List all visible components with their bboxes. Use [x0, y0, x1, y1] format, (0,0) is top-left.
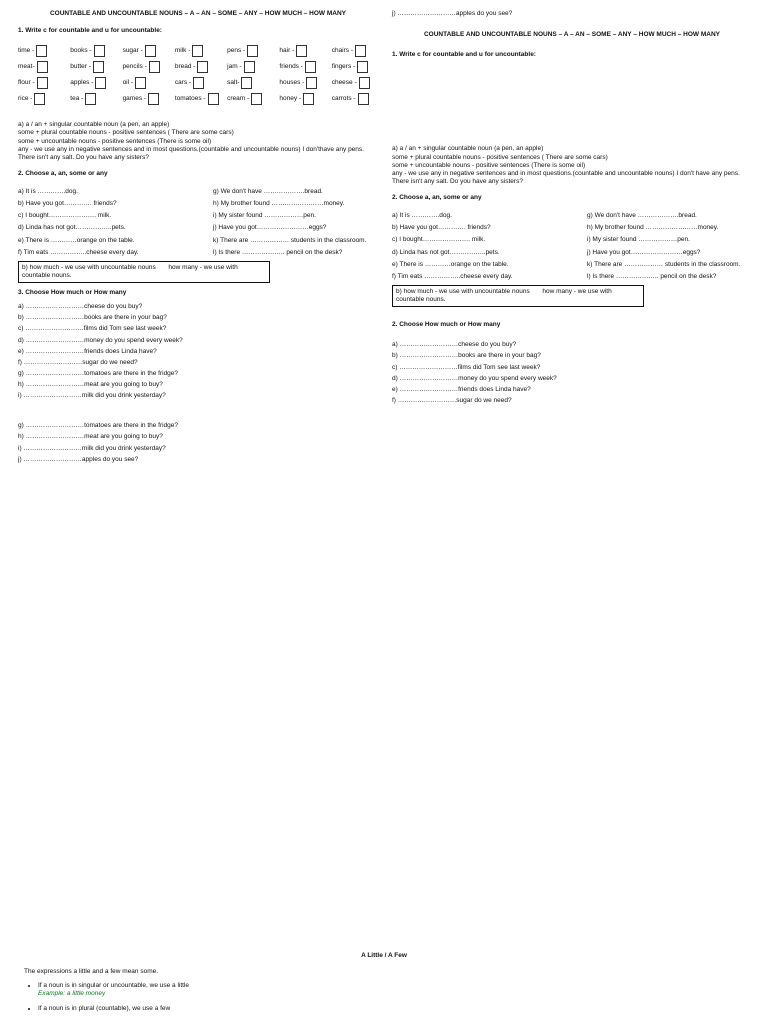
question-item: c) ………………………films did Tom see last week? — [18, 325, 167, 333]
bullet-plural — [38, 1005, 744, 1013]
answer-box[interactable] — [358, 93, 369, 105]
answer-box[interactable] — [149, 61, 160, 73]
left-ex3-heading: 3. Choose How much or How many — [18, 289, 127, 296]
word-label: pencils - — [122, 63, 147, 71]
box-how-many: how many - we use with countable nouns. — [396, 287, 612, 303]
answer-box[interactable] — [305, 61, 316, 73]
word-label: flour - — [18, 79, 35, 87]
example-line: Example: a little money — [38, 990, 106, 998]
exercise-item: h) My brother found ……………………money. — [213, 200, 345, 208]
bullet-singular — [38, 982, 744, 998]
word-label: games - — [122, 95, 147, 103]
rule-line: some + uncountable nouns - positive sentences (There is some oil) — [18, 137, 212, 145]
word-label: tomatoes - — [174, 95, 206, 103]
question-item: b) ………………………books are there in your bag? — [392, 352, 541, 360]
box-how-much: b) how much - we use with uncountable nouns — [396, 287, 530, 295]
answer-box[interactable] — [37, 77, 48, 89]
word-item — [175, 93, 221, 105]
word-item — [279, 93, 325, 105]
exercise-item: j) Have you got……………………eggs? — [213, 224, 327, 232]
question-item: e) ………………………friends does Linda have? — [18, 347, 157, 355]
question-item: e) ………………………friends does Linda have? — [392, 385, 531, 393]
word-item — [227, 77, 273, 89]
word-label: cream - — [227, 95, 250, 103]
exercise-item: h) My brother found ……………………money. — [587, 224, 719, 232]
question-item: h) ………………………meat are you going to buy? — [18, 381, 163, 388]
word-item — [18, 61, 64, 73]
question-item: f) ………………………sugar do we need? — [392, 396, 512, 404]
exercise-item: d) Linda has not got……………..pets. — [392, 248, 500, 256]
rule-line: some + plural countable nouns - positive sentences ( There are some cars) — [392, 153, 608, 161]
word-label: carrots - — [331, 95, 356, 103]
word-label: apples - — [70, 79, 94, 87]
question-item: g) ………………………tomatoes are there in the fridge? — [18, 369, 179, 377]
right-ex2-heading: 2. Choose a, an, some or any — [392, 194, 482, 201]
answer-box[interactable] — [37, 61, 48, 73]
exercise-item: g) We don't have ……………….bread. — [587, 212, 697, 220]
word-label: houses - — [279, 79, 305, 87]
exercise-item: l) Is there ……………….. pencil on the desk? — [587, 272, 717, 280]
exercise-item: i) My sister found ………………pen. — [213, 212, 316, 220]
rule-line: a) a / an + singular countable noun (a pen, an apple) — [18, 121, 170, 129]
right-title: COUNTABLE AND UNCOUNTABLE NOUNS – A – AN – SOME – ANY – HOW MUCH – HOW MANY — [423, 31, 720, 39]
answer-box[interactable] — [93, 61, 104, 73]
left-column — [18, 10, 378, 467]
word-item — [18, 45, 64, 57]
exercise-item: f) Tim eats ……………..cheese every day. — [392, 272, 513, 280]
rule-line: some + plural countable nouns - positive sentences ( There are some cars) — [18, 129, 234, 137]
word-label: salt- — [227, 79, 240, 87]
box-how-many: how many - we use with countable nouns. — [22, 263, 238, 279]
exercise-item: a) It is ………….dog. — [18, 188, 78, 195]
answer-box[interactable] — [193, 77, 204, 89]
exercise-item: a) It is ………….dog. — [392, 212, 452, 220]
word-item — [332, 45, 378, 57]
word-item — [227, 93, 273, 105]
left-ex2-list — [18, 188, 378, 257]
rule-list — [38, 982, 744, 1012]
question-item: a) ………………………cheese do you buy? — [392, 341, 517, 349]
word-grid — [18, 45, 378, 105]
left-ex3-list — [18, 303, 378, 400]
right-how-much-box — [392, 285, 644, 307]
answer-box[interactable] — [135, 77, 146, 89]
right-column — [392, 10, 752, 408]
word-item — [279, 61, 325, 73]
exercise-item: e) There is …………orange on the table. — [392, 260, 509, 268]
exercise-item: f) Tim eats ……………..cheese every day. — [18, 248, 139, 256]
word-label: honey - — [279, 95, 302, 103]
word-label: cheese - — [331, 79, 357, 87]
question-item: f) ………………………sugar do we need? — [18, 358, 138, 366]
word-item — [70, 93, 116, 105]
word-item — [175, 77, 221, 89]
answer-box[interactable] — [192, 45, 203, 57]
answer-box[interactable] — [359, 77, 370, 89]
answer-box[interactable] — [241, 77, 252, 89]
answer-box[interactable] — [247, 45, 258, 57]
right-ex1-heading: 1. Write c for countable and u for uncountable: — [392, 51, 536, 59]
word-item — [123, 77, 169, 89]
answer-box[interactable] — [303, 93, 314, 105]
exercise-item: d) Linda has not got……………..pets. — [18, 224, 126, 232]
exercise-item: k) There are ……………… students in the classroom. — [587, 260, 741, 268]
word-item — [332, 61, 378, 73]
question-item: d) ………………………money do you spend every week? — [392, 374, 557, 382]
rule-line: any - we use any in negative sentences and in most questions.(countable and uncountable nouns) I don'thave any pens. There isn't any salt. Do you have any sisters? — [18, 145, 364, 161]
answer-box[interactable] — [251, 93, 262, 105]
answer-box[interactable] — [85, 93, 96, 105]
right-ex2-list — [392, 212, 752, 281]
exercise-item: c) I bought…………………. milk. — [392, 236, 486, 244]
answer-box[interactable] — [94, 45, 105, 57]
word-label: tea - — [70, 95, 84, 103]
answer-box[interactable] — [208, 93, 219, 105]
question-item: h) ………………………meat are you going to buy? — [18, 433, 163, 441]
exercise-item: i) My sister found ………………pen. — [587, 236, 690, 244]
exercise-item: e) There is …………orange on the table. — [18, 236, 135, 244]
answer-box[interactable] — [148, 93, 159, 105]
word-item — [70, 45, 116, 57]
word-item — [18, 77, 64, 89]
exercise-item: j) Have you got……………………eggs? — [587, 248, 701, 256]
word-label: butter - — [70, 63, 91, 71]
right-ex3-list — [392, 341, 752, 405]
left-title: COUNTABLE AND UNCOUNTABLE NOUNS – A – AN – SOME – ANY – HOW MUCH – HOW MANY — [49, 10, 346, 17]
rule-line: a) a / an + singular countable noun (a pen, an apple) — [392, 145, 544, 153]
word-item — [70, 61, 116, 73]
word-item — [175, 45, 221, 57]
right-ex3-heading: 2. Choose How much or How many — [392, 321, 501, 329]
right-top-line: j) ………………………apples do you see? — [392, 10, 513, 17]
question-item: d) ………………………money do you spend every week? — [18, 336, 183, 344]
word-item — [70, 77, 116, 89]
box-how-much: b) how much - we use with uncountable nouns — [22, 263, 156, 271]
question-item: a) ………………………cheese do you buy? — [18, 303, 143, 311]
exercise-item: b) Have you got…………. friends? — [18, 200, 117, 208]
word-label: bread - — [174, 63, 196, 71]
exercise-item: g) We don't have ……………….bread. — [213, 188, 323, 195]
word-item — [123, 45, 169, 57]
word-item — [123, 61, 169, 73]
left-ex2-heading: 2. Choose a, an, some or any — [18, 169, 108, 177]
left-how-much-box — [18, 261, 270, 283]
question-item: j) ………………………apples do you see? — [18, 455, 139, 463]
a-little-a-few-section — [24, 952, 744, 1019]
question-item: i) ………………………milk did you drink yesterday? — [18, 444, 166, 452]
rule-line: some + uncountable nouns - positive sentences (There is some oil) — [392, 161, 586, 169]
word-item — [332, 93, 378, 105]
answer-box[interactable] — [197, 61, 208, 73]
word-item — [18, 93, 64, 105]
answer-box[interactable] — [36, 45, 47, 57]
word-item — [227, 61, 273, 73]
word-label: cars - — [174, 79, 192, 87]
question-item: g) ………………………tomatoes are there in the fridge? — [18, 422, 179, 430]
left-ex3-repeat-list — [18, 422, 378, 464]
word-label: hair - — [279, 47, 295, 55]
exercise-item: l) Is there ……………….. pencil on the desk? — [213, 248, 343, 256]
word-label: oil - — [122, 79, 134, 87]
answer-box[interactable] — [306, 77, 317, 89]
word-item — [279, 45, 325, 57]
word-item — [175, 61, 221, 73]
answer-box[interactable] — [95, 77, 106, 89]
answer-box[interactable] — [357, 61, 368, 73]
word-item — [332, 77, 378, 89]
answer-box[interactable] — [355, 45, 366, 57]
word-label: meat- — [18, 63, 35, 71]
word-label: pens - — [227, 47, 246, 55]
left-rules — [18, 121, 378, 162]
word-label: friends - — [279, 63, 303, 71]
word-label: rice - — [18, 95, 33, 103]
word-item — [279, 77, 325, 89]
exercise-item: b) Have you got…………. friends? — [392, 224, 491, 232]
word-item — [123, 93, 169, 105]
word-label: milk - — [174, 47, 191, 55]
answer-box[interactable] — [145, 45, 156, 57]
question-item: c) ………………………films did Tom see last week? — [392, 363, 541, 371]
exercise-item: k) There are ……………… students in the classroom. — [213, 236, 367, 244]
word-label: jam - — [227, 63, 242, 71]
answer-box[interactable] — [34, 93, 45, 105]
question-item: i) ………………………milk did you drink yesterday? — [18, 392, 166, 400]
right-rules — [392, 145, 752, 186]
answer-box[interactable] — [244, 61, 255, 73]
word-label: books - — [70, 47, 92, 55]
answer-box[interactable] — [296, 45, 307, 57]
bullet-singular-text: If a noun is in singular or uncountable, we use a little — [38, 982, 190, 990]
word-label: fingers - — [331, 63, 356, 71]
word-label: time - — [18, 47, 35, 55]
left-ex1-heading: 1. Write c for countable and u for uncountable: — [18, 27, 162, 35]
word-label: sugar - — [122, 47, 143, 55]
bullet-plural-text: If a noun is in plural (countable), we use a few — [38, 1004, 171, 1012]
exercise-item: c) I bought…………………. milk. — [18, 212, 112, 220]
word-label: chairs - — [331, 47, 354, 55]
rule-line: any - we use any in negative sentences and in most questions.(countable and uncountable nouns) I don't have any pens. There isn't any salt. Do you have any sisters? — [392, 169, 740, 185]
section-title: A Little / A Few — [361, 952, 407, 959]
question-item: b) ………………………books are there in your bag? — [18, 314, 167, 322]
word-item — [227, 45, 273, 57]
intro-line: The expressions a little and a few mean some. — [24, 968, 159, 976]
